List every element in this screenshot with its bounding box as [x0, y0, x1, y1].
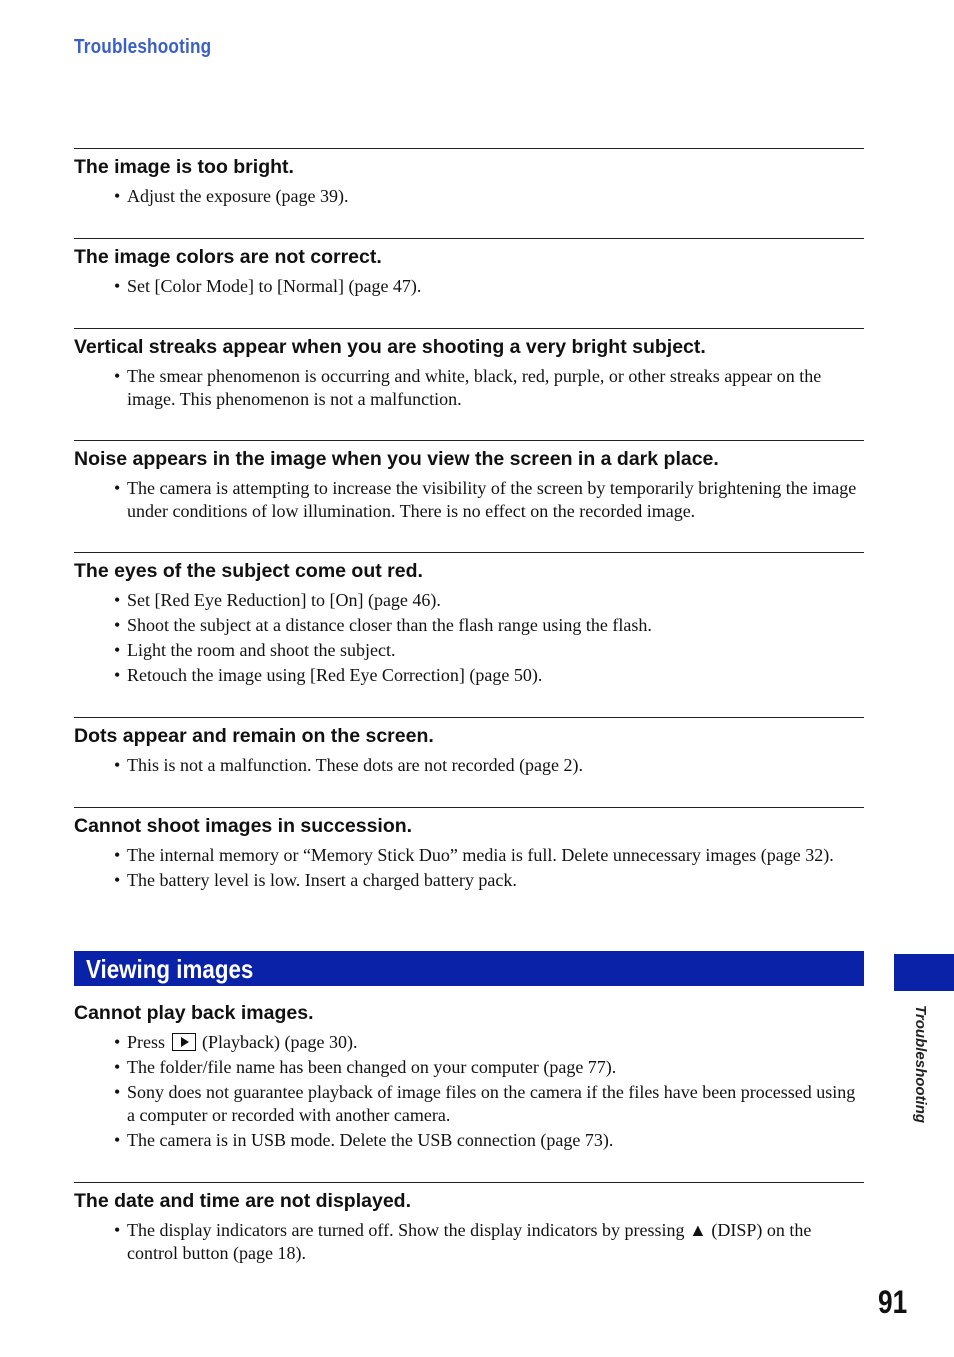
trouble-section-vertical-streaks [74, 328, 864, 413]
section-heading: Dots appear and remain on the screen. [74, 725, 434, 747]
list-item: • Adjust the exposure (page 39). [114, 186, 349, 206]
list-item: • Sony does not guarantee playback of image files on the camera if the files have been processed using a computer or recorded with another camera. [114, 1082, 856, 1125]
list-item: • This is not a malfunction. These dots are not recorded (page 2). [114, 755, 584, 775]
trouble-section-red-eye [74, 552, 864, 689]
bullet-list [74, 185, 864, 208]
list-item: • Light the room and shoot the subject. [114, 640, 396, 660]
section-heading: Noise appears in the image when you view the screen in a dark place. [74, 448, 719, 470]
list-item: • The folder/file name has been changed on your computer (page 77). [114, 1057, 617, 1077]
bullet-list [74, 275, 864, 298]
list-item: • The display indicators are turned off. Show the display indicators by pressing ▲ (DISP) on the control button (page 18). [114, 1220, 812, 1263]
section-heading: Vertical streaks appear when you are shooting a very bright subject. [74, 336, 706, 358]
bullet-list [74, 844, 864, 892]
trouble-section-noise [74, 440, 864, 525]
section-heading: Cannot play back images. [74, 1002, 314, 1024]
section-heading: Cannot shoot images in succession. [74, 815, 413, 837]
trouble-section-too-bright [74, 148, 864, 210]
side-tab-marker [894, 954, 954, 991]
bullet-list [74, 365, 864, 410]
section-heading: The image colors are not correct. [74, 246, 382, 268]
list-item: • Shoot the subject at a distance closer than the flash range using the flash. [114, 615, 652, 635]
section-heading: The eyes of the subject come out red. [74, 560, 423, 582]
list-item: • The battery level is low. Insert a charged battery pack. [114, 870, 517, 890]
side-tab-label: Troubleshooting [912, 1005, 929, 1124]
trouble-section-date-time [74, 1182, 864, 1267]
bullet-list [74, 477, 864, 522]
page-number: 91 [878, 1284, 908, 1320]
trouble-section-succession [74, 807, 864, 894]
trouble-section-colors [74, 238, 864, 300]
list-item: • The smear phenomenon is occurring and white, black, red, purple, or other streaks appear on the image. This phenomenon is not a malfunction. [114, 366, 822, 409]
bullet-list [74, 754, 864, 777]
list-item: • The internal memory or “Memory Stick Duo” media is full. Delete unnecessary images (page 32). [114, 845, 834, 865]
list-item: • The camera is in USB mode. Delete the USB connection (page 73). [114, 1129, 614, 1150]
trouble-section-dots [74, 717, 864, 779]
list-item: • Set [Red Eye Reduction] to [On] (page 46). [114, 590, 441, 610]
list-item: • Press (Playback) (page 30). [114, 1032, 358, 1052]
bullet-list [74, 589, 864, 687]
list-item: • Retouch the image using [Red Eye Correction] (page 50). [114, 665, 543, 685]
trouble-section-playback [74, 995, 864, 1154]
list-item: • Set [Color Mode] to [Normal] (page 47). [114, 276, 422, 296]
playback-icon [172, 1033, 196, 1051]
section-heading: The image is too bright. [74, 156, 294, 178]
list-item: • The camera is attempting to increase the visibility of the screen by temporarily brightening the image under conditions of low illumination. There is no effect on the recorded image. [114, 478, 857, 521]
banner-title: Viewing images [86, 954, 254, 984]
section-banner-viewing-images [74, 951, 864, 986]
bullet-list [74, 1219, 864, 1264]
section-heading: The date and time are not displayed. [74, 1190, 411, 1212]
page-header-title: Troubleshooting [74, 36, 212, 58]
bullet-list [74, 1031, 864, 1151]
